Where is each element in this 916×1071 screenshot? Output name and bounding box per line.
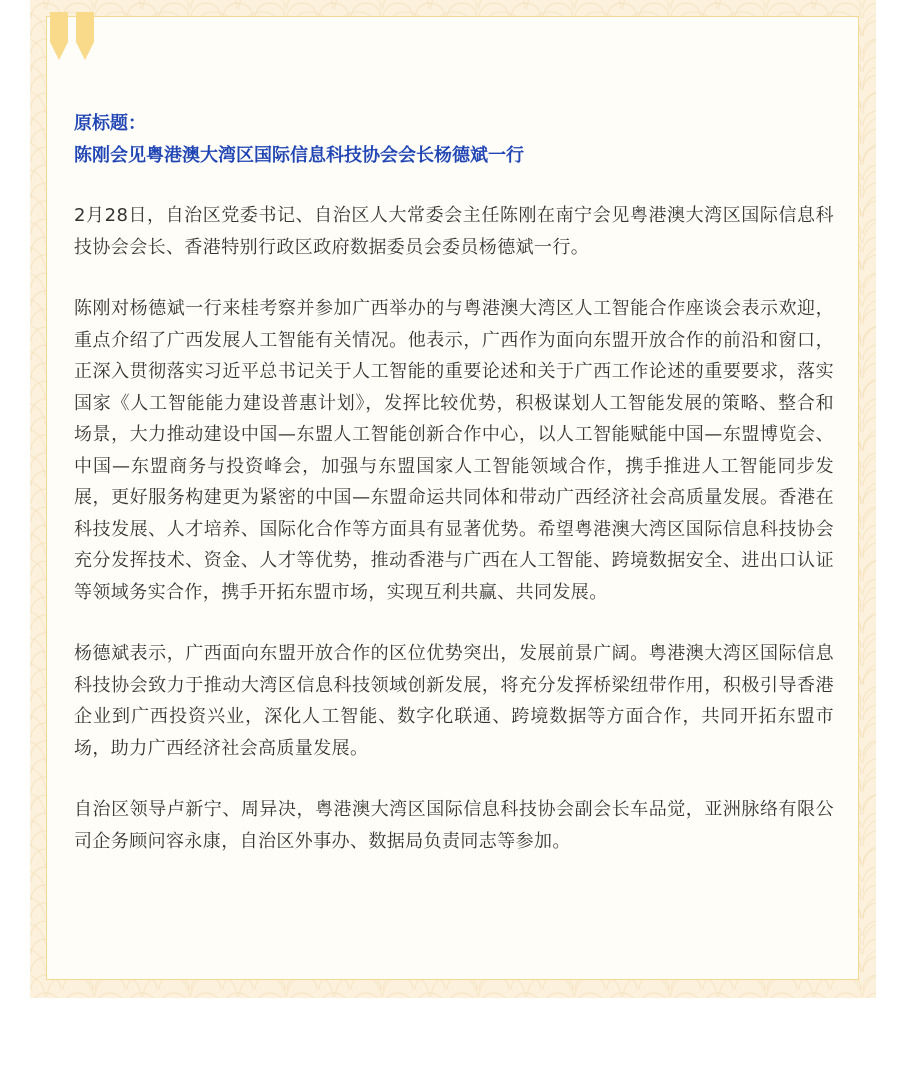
paragraph-1: 2月28日，自治区党委书记、自治区人大常委会主任陈刚在南宁会见粤港澳大湾区国际信息科技协会会长、香港特别行政区政府数据委员会委员杨德斌一行。 (74, 205, 834, 258)
article-title: 陈刚会见粤港澳大湾区国际信息科技协会会长杨德斌一行 (74, 145, 524, 166)
title-label: 原标题： (74, 113, 146, 134)
paragraph-2: 陈刚对杨德斌一行来桂考察并参加广西举办的与粤港澳大湾区人工智能合作座谈会表示欢迎，重点介绍了广西发展人工智能有关情况。他表示，广西作为面向东盟开放合作的前沿和窗口，正深入贯彻落实习近平总书记关于人工智能的重要论述和关于广西工作论述的重要要求，落实国家《人工智能能力建设普惠计划》，发挥比较优势，积极谋划人工智能发展的策略、整合和场景，大力推动建设中国—东盟人工智能创新合作中心，以人工智能赋能中国—东盟博览会、中国—东盟商务与投资峰会，加强与东盟国家人工智能领域合作，携手推进人工智能同步发展，更好服务构建更为紧密的中国—东盟命运共同体和带动广西经济社会高质量发展。香港在科技发展、人才培养、国际化合作等方面具有显著优势。希望粤港澳大湾区国际信息科技协会充分发挥技术、资金、人才等优势，推动香港与广西在人工智能、跨境数据安全、进出口认证等领域务实合作，携手开拓东盟市场，实现互利共赢、共同发展。 (74, 298, 834, 603)
article-content (74, 108, 834, 887)
original-title-block (74, 108, 834, 172)
paragraph-3: 杨德斌表示，广西面向东盟开放合作的区位优势突出，发展前景广阔。粤港澳大湾区国际信息科技协会致力于推动大湾区信息科技领域创新发展，将充分发挥桥梁纽带作用，积极引导香港企业到广西投资兴业，深化人工智能、数字化联通、跨境数据等方面合作，共同开拓东盟市场，助力广西经济社会高质量发展。 (74, 643, 834, 759)
double-quote-icon (48, 12, 98, 64)
paragraph-4: 自治区领导卢新宁、周异决，粤港澳大湾区国际信息科技协会副会长车品觉，亚洲脉络有限公司企务顾问容永康，自治区外事办、数据局负责同志等参加。 (74, 799, 834, 852)
